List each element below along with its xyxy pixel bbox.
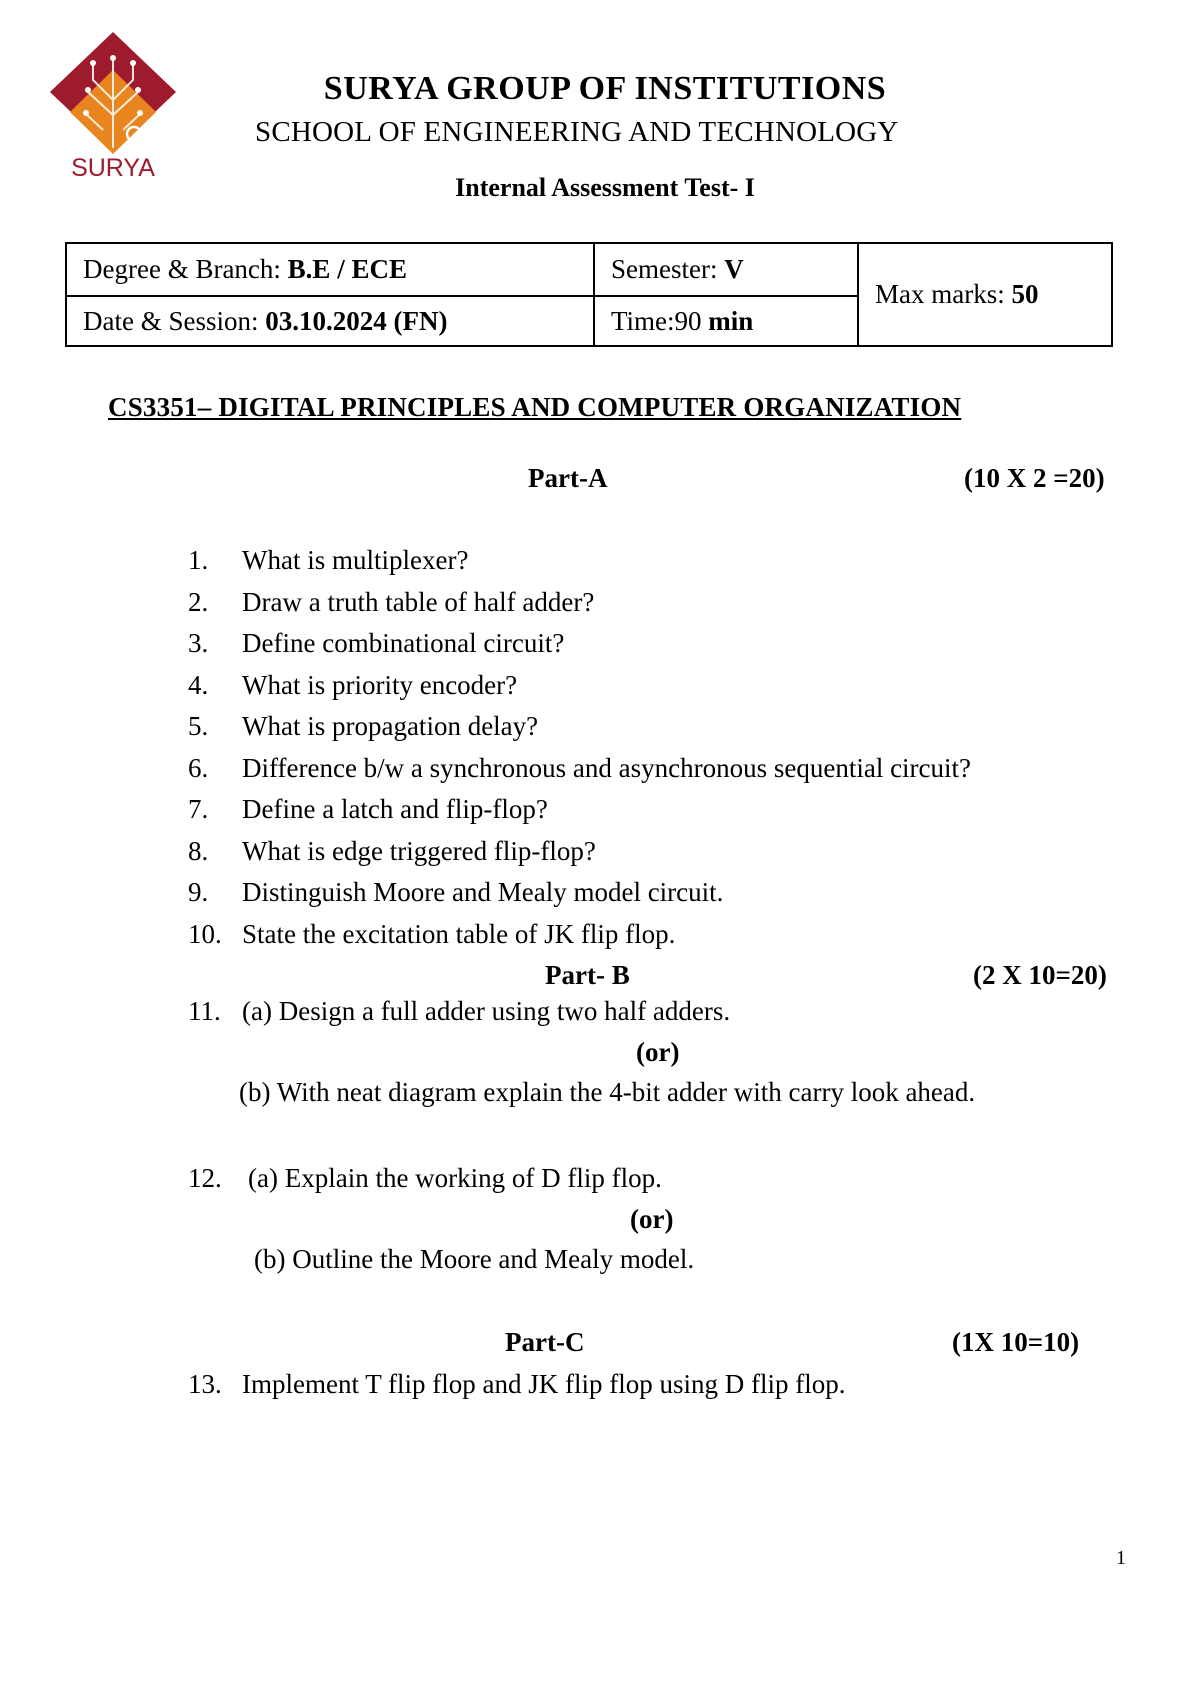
- question-13: 13. Implement T flip flop and JK flip flop using D flip flop.: [188, 1369, 846, 1399]
- svg-text:SURYA: SURYA: [71, 154, 155, 180]
- degree-branch-cell: Degree & Branch: B.E / ECE: [66, 243, 594, 296]
- school-name: SCHOOL OF ENGINEERING AND TECHNOLOGY: [255, 116, 899, 148]
- list-item: 1. What is multiplexer?: [188, 545, 469, 576]
- list-item: 9. Distinguish Moore and Mealy model circuit.: [188, 877, 724, 908]
- question-12b: (b) Outline the Moore and Mealy model.: [254, 1244, 695, 1274]
- exam-info-table: [65, 242, 1113, 347]
- time-cell: Time:90 min: [594, 296, 858, 346]
- page-number: 1: [1116, 1547, 1126, 1569]
- part-b-title: Part- B: [545, 960, 630, 990]
- institution-name: SURYA GROUP OF INSTITUTIONS: [323, 70, 887, 107]
- max-marks-cell: Max marks: 50: [858, 243, 1112, 346]
- date-session-cell: Date & Session: 03.10.2024 (FN): [66, 296, 594, 346]
- list-item: 3. Define combinational circuit?: [188, 628, 565, 659]
- question-12: 12. (a) Explain the working of D flip flop.: [188, 1163, 662, 1193]
- part-b-marks: (2 X 10=20): [973, 960, 1107, 990]
- test-title: Internal Assessment Test- I: [455, 173, 755, 202]
- part-c-marks: (1X 10=10): [952, 1327, 1080, 1357]
- question-11: 11. (a) Design a full adder using two half adders.: [188, 996, 731, 1026]
- semester-cell: Semester: V: [594, 243, 858, 296]
- list-item: 5. What is propagation delay?: [188, 711, 539, 742]
- part-a-marks: (10 X 2 =20): [964, 463, 1105, 493]
- part-c-title: Part-C: [505, 1327, 585, 1357]
- list-item: 6. Difference b/w a synchronous and asynchronous sequential circuit?: [188, 752, 972, 783]
- or-label: (or): [630, 1204, 674, 1234]
- list-item: 8. What is edge triggered flip-flop?: [188, 835, 596, 866]
- course-title: CS3351– DIGITAL PRINCIPLES AND COMPUTER ORGANIZATION: [108, 392, 962, 422]
- part-a-question-list: [188, 540, 971, 955]
- question-11b: (b) With neat diagram explain the 4-bit adder with carry look ahead.: [239, 1077, 976, 1107]
- list-item: 2. Draw a truth table of half adder?: [188, 586, 595, 617]
- list-item: 4. What is priority encoder?: [188, 669, 518, 700]
- or-label: (or): [636, 1037, 680, 1067]
- list-item: 7. Define a latch and flip-flop?: [188, 794, 548, 825]
- part-a-title: Part-A: [528, 463, 608, 493]
- list-item: 10. State the excitation table of JK flip flop.: [188, 918, 676, 949]
